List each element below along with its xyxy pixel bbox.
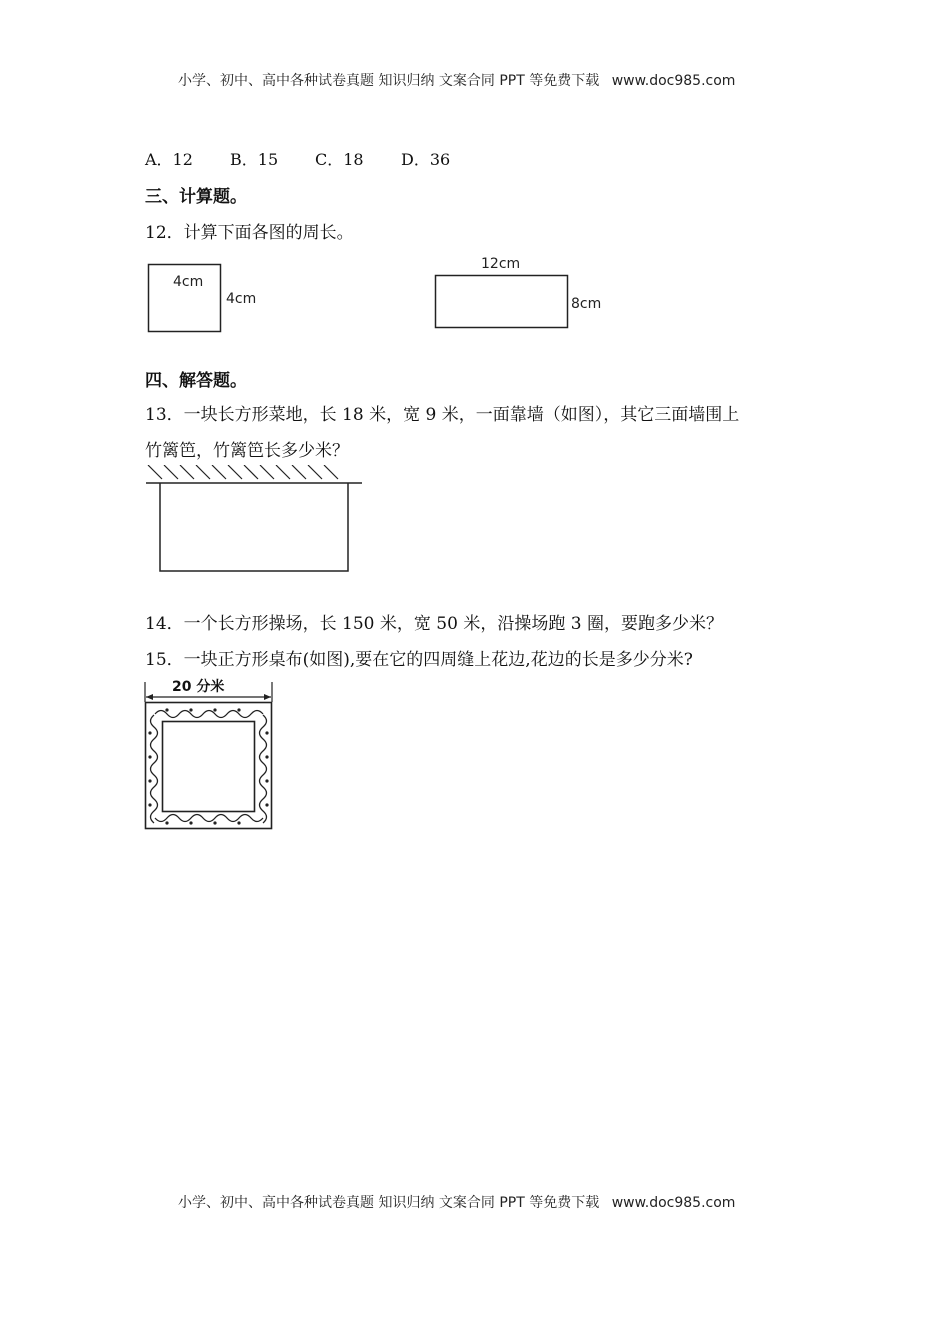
q12-rect-figure (430, 250, 620, 335)
rect-side-label: 8cm (571, 296, 602, 312)
option-b: B．15 (230, 150, 279, 169)
rect-top-label: 12cm (481, 256, 521, 272)
q13-garden-figure (140, 465, 370, 580)
q14-text: 14．一个长方形操场，长 150 米，宽 50 米，沿操场跑 3 圈，要跑多少米？ (145, 614, 723, 634)
q12-square-figure (140, 255, 270, 340)
page-header (178, 70, 735, 90)
garden-fence (160, 483, 348, 571)
option-d: D．36 (401, 150, 451, 169)
rect-shape (436, 276, 568, 328)
q15-text: 15．一块正方形桌布(如图),要在它的四周缝上花边,花边的长是多少分米? (145, 650, 693, 670)
header-url: www.doc985.com (611, 73, 736, 89)
q13-line1: 13．一块长方形菜地，长 18 米，宽 9 米，一面靠墙（如图），其它三面墙围上 (145, 405, 740, 425)
lace-dots (148, 708, 268, 824)
q15-tablecloth-figure (138, 674, 283, 836)
section4-title: 四、解答题。 (145, 371, 247, 391)
option-c: C．18 (315, 150, 364, 169)
dimension-label: 20 分米 (172, 679, 225, 695)
lace-border (151, 711, 267, 824)
square-side-label: 4cm (226, 291, 257, 307)
square-top-label: 4cm (173, 274, 204, 290)
header-text: 小学、初中、高中各种试卷真题 知识归纳 文案合同 PPT 等免费下载 (178, 73, 600, 89)
footer-url: www.doc985.com (611, 1195, 736, 1211)
tablecloth-inner (163, 722, 255, 812)
wall-hatching (148, 465, 338, 479)
q13-line2: 竹篱笆，竹篱笆长多少米？ (145, 441, 349, 461)
section3-title: 三、计算题。 (145, 187, 247, 207)
option-a: A．12 (145, 150, 193, 169)
q12-text: 12．计算下面各图的周长。 (145, 223, 354, 243)
footer-text: 小学、初中、高中各种试卷真题 知识归纳 文案合同 PPT 等免费下载 (178, 1195, 600, 1211)
page-footer (178, 1192, 735, 1212)
